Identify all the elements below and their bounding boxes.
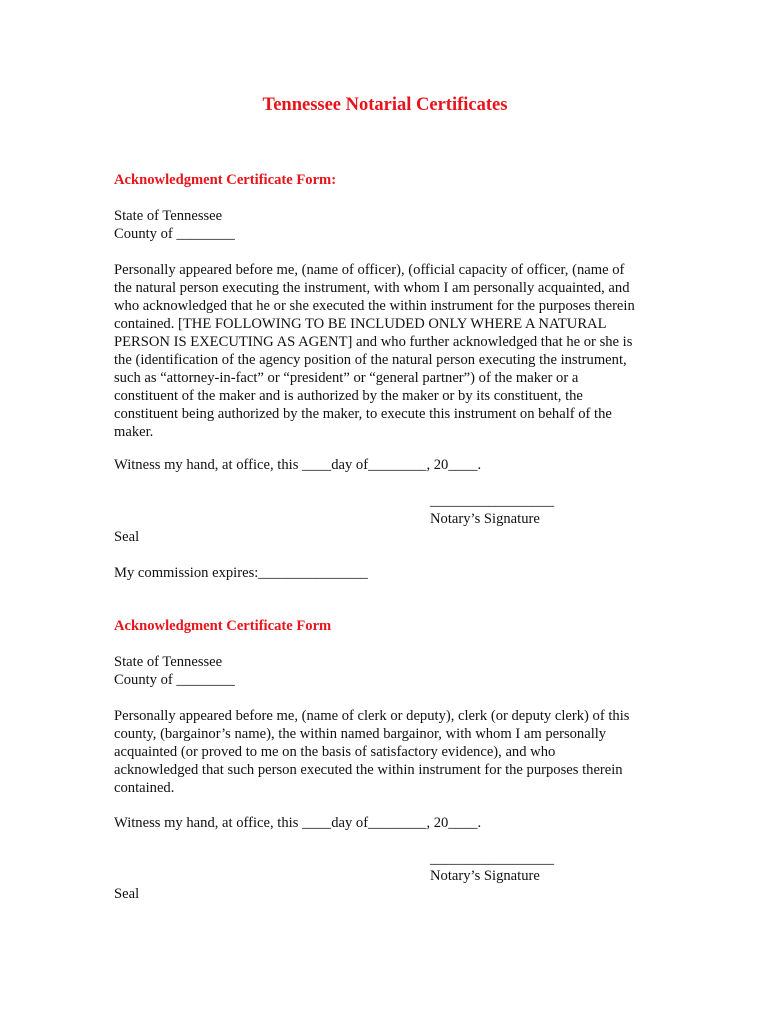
venue-county: County of ________ [114,672,235,688]
body-line: the (identification of the agency position of the natural person executing the instrument, [114,352,627,368]
section-2-signature-line: _________________ [430,851,555,867]
section-2-heading: Acknowledgment Certificate Form [114,618,332,634]
section-1-heading: Acknowledgment Certificate Form: [114,172,337,188]
body-line: county, (bargainor’s name), the within named bargainor, with whom I am personally [114,726,607,742]
section-2-witness: Witness my hand, at office, this ____day of________, 20____. [114,815,482,831]
venue-state: State of Tennessee [114,654,223,670]
venue-county: County of ________ [114,226,235,242]
venue-state: State of Tennessee [114,208,223,224]
body-line: acknowledged that such person executed the within instrument for the purposes therein [114,762,623,778]
body-line: constituent being authorized by the maker, to execute this instrument on behalf of the [114,406,612,422]
body-line: such as “attorney-in-fact” or “president” or “general partner”) of the maker or a [114,370,579,386]
section-1-seal: Seal [114,529,140,545]
section-1-witness: Witness my hand, at office, this ____day of________, 20____. [114,457,482,473]
section-1-signature-line: _________________ [430,493,555,509]
section-2-venue [114,653,674,689]
body-line: PERSON IS EXECUTING AS AGENT] and who further acknowledged that he or she is [114,334,633,350]
body-line: Personally appeared before me, (name of clerk or deputy), clerk (or deputy clerk) of this [114,708,630,724]
body-line: constituent of the maker and is authorized by the maker or by its constituent, the [114,388,583,404]
section-2-seal: Seal [114,886,140,902]
section-1-signature-label: Notary’s Signature [430,511,540,527]
body-line: Personally appeared before me, (name of officer), (official capacity of officer, (name of [114,262,625,278]
section-2-signature-label: Notary’s Signature [430,868,540,884]
section-1-venue [114,207,674,243]
body-line: who acknowledged that he or she executed the within instrument for the purposes therein [114,298,635,314]
body-line: the natural person executing the instrument, with whom I am personally acquainted, and [114,280,630,296]
body-line: acquainted (or proved to me on the basis of satisfactory evidence), and who [114,744,556,760]
body-line: maker. [114,424,154,440]
body-line: contained. [114,780,175,796]
section-1-body [114,261,674,441]
page-title: Tennessee Notarial Certificates [262,95,508,115]
section-1-commission: My commission expires:_______________ [114,565,368,581]
body-line: contained. [THE FOLLOWING TO BE INCLUDED ONLY WHERE A NATURAL [114,316,607,332]
section-2-body [114,707,674,797]
